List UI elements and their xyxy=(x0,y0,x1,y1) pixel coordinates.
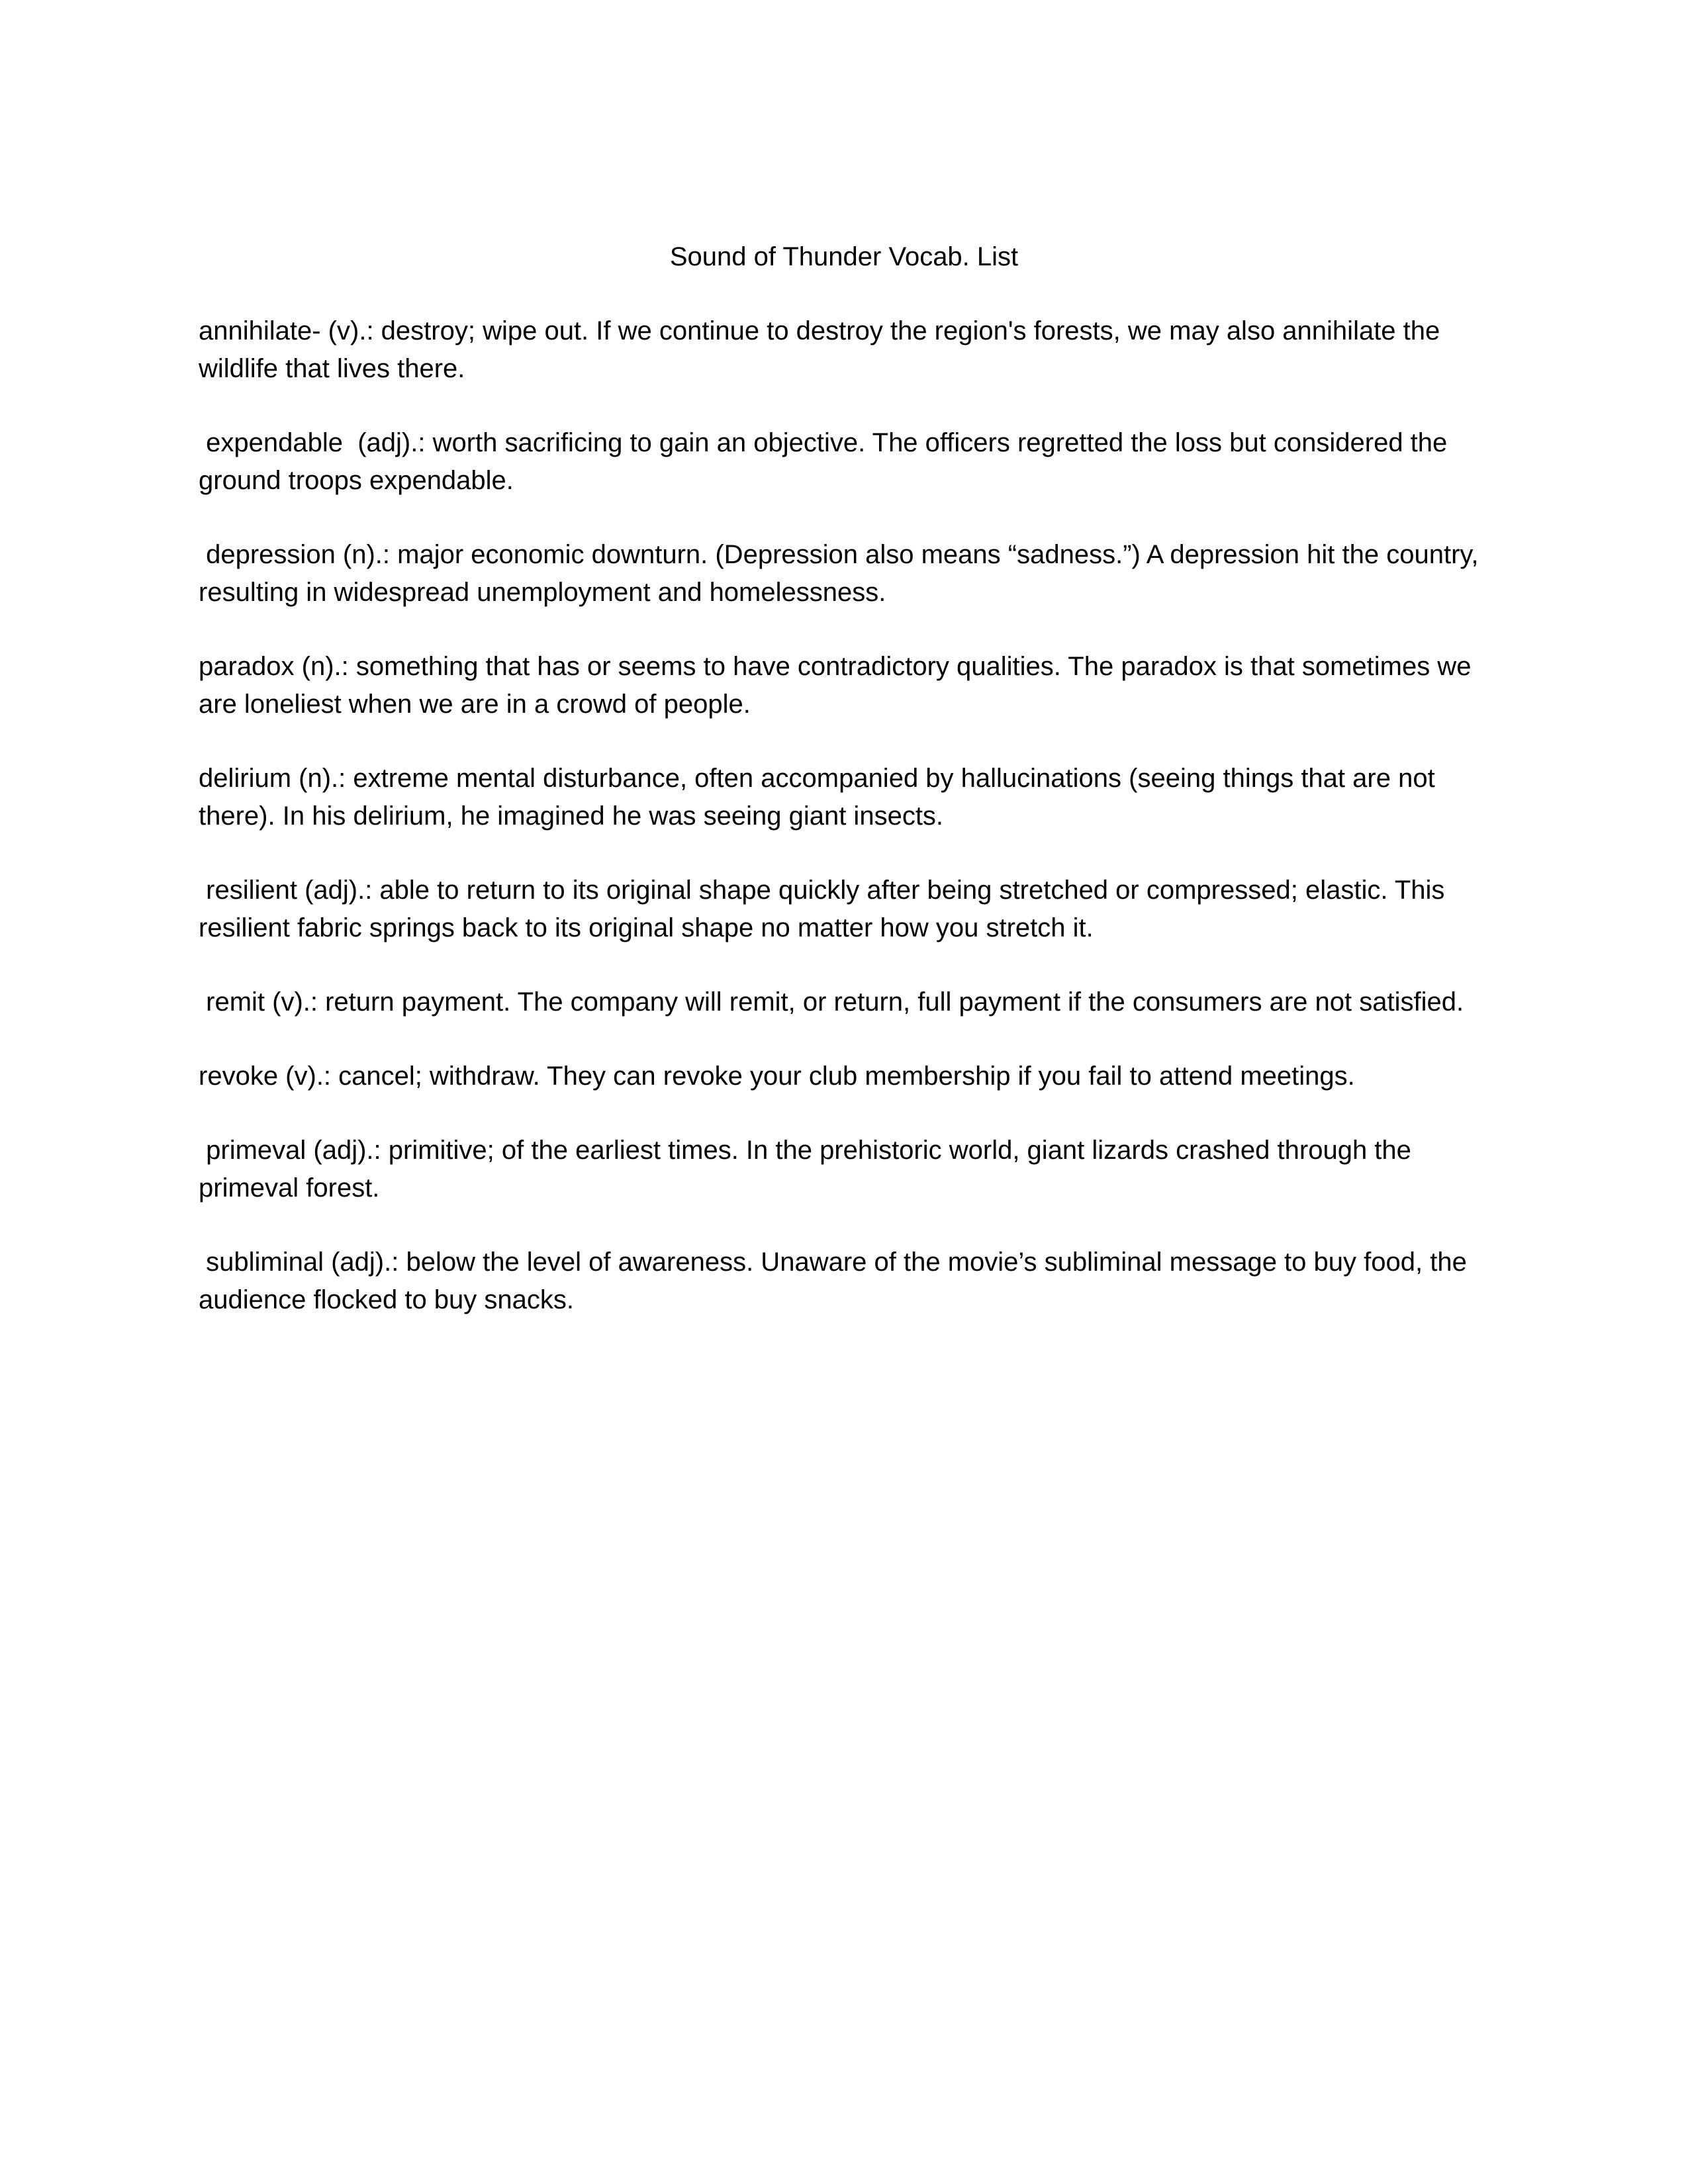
vocab-entry-depression: depression (n).: major economic downturn. (Depression also means “sadness.”) A depression hit the country, resulting in widespread unemployment and homelessness. xyxy=(199,540,1486,607)
vocab-entry-paradox: paradox (n).: something that has or seems to have contradictory qualities. The paradox is that sometimes we are loneliest when we are in a crowd of people. xyxy=(199,652,1479,719)
vocab-entry-annihilate: annihilate- (v).: destroy; wipe out. If we continue to destroy the region's forests, we may also annihilate the wildlife that lives there. xyxy=(199,316,1448,383)
vocab-entry-resilient: resilient (adj).: able to return to its original shape quickly after being stretched or compressed; elastic. This resilient fabric springs back to its original shape no matter how you stretch it. xyxy=(199,876,1452,942)
vocab-entry-primeval: primeval (adj).: primitive; of the earliest times. In the prehistoric world, giant lizards crashed through the primeval forest. xyxy=(199,1136,1419,1203)
vocab-list xyxy=(199,312,1496,1355)
vocab-entry-expendable: expendable (adj).: worth sacrificing to gain an objective. The officers regretted the loss but considered the ground troops expendable. xyxy=(199,428,1455,495)
vocab-entry-remit: remit (v).: return payment. The company will remit, or return, full payment if the consumers are not satisfied. xyxy=(199,987,1464,1017)
vocab-entry-revoke: revoke (v).: cancel; withdraw. They can revoke your club membership if you fail to attend meetings. xyxy=(199,1062,1355,1091)
vocab-entry-subliminal: subliminal (adj).: below the level of awareness. Unaware of the movie’s subliminal message to buy food, the audience flocked to buy snacks. xyxy=(199,1248,1474,1314)
page-title: Sound of Thunder Vocab. List xyxy=(669,242,1019,271)
vocab-entry-delirium: delirium (n).: extreme mental disturbance, often accompanied by hallucinations (seeing things that are not there). In his delirium, he imagined he was seeing giant insects. xyxy=(199,764,1442,831)
